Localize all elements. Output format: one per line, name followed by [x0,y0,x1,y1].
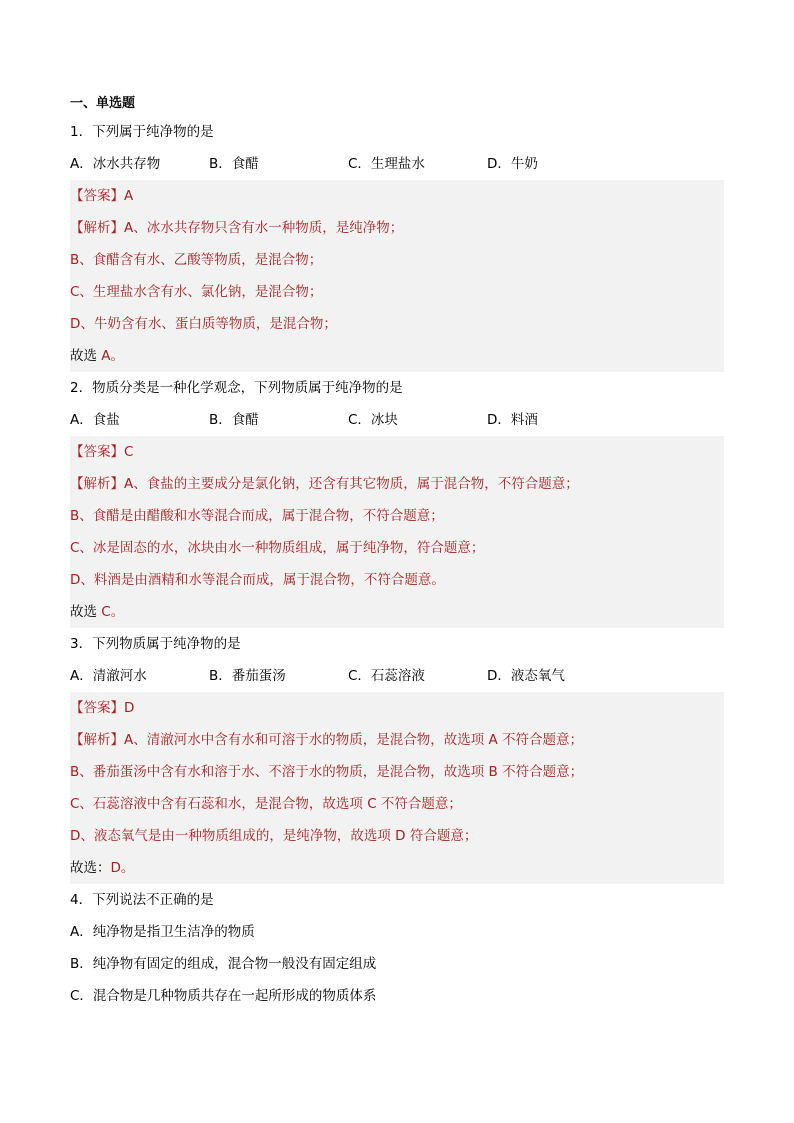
question-2 [70,372,724,628]
question-stem: 3．下列物质属于纯净物的是 [70,636,241,652]
analysis-label: 【解析】 [70,732,124,748]
analysis-line: C、冰是固态的水，冰块由水一种物质组成，属于纯净物，符合题意； [70,540,485,556]
option-d: D．料酒 [487,412,538,428]
solution-block [70,180,724,372]
option-b: B．食醋 [209,156,259,172]
conclusion-value: D。 [110,860,135,876]
analysis-line: C、石蕊溶液中含有石蕊和水，是混合物，故选项 C 不符合题意； [70,796,462,812]
question-4 [70,884,724,1012]
options-row [70,148,724,180]
analysis-text: A、冰水共存物只含有水一种物质，是纯净物； [124,220,404,236]
option-d: D．牛奶 [487,156,538,172]
question-stem: 1．下列属于纯净物的是 [70,124,214,140]
question-1 [70,116,724,372]
analysis-line: C、生理盐水含有水、氯化钠，是混合物； [70,284,323,300]
analysis-line: D、牛奶含有水、蛋白质等物质，是混合物； [70,316,337,332]
solution-block [70,692,724,884]
option-c: C．混合物是几种物质共存在一起所形成的物质体系 [70,988,377,1004]
option-d: D．液态氧气 [487,668,565,684]
analysis-label: 【解析】 [70,476,124,492]
answer-line: 【答案】C [70,444,134,460]
option-a: A．食盐 [70,412,120,428]
option-c: C．生理盐水 [348,156,425,172]
analysis-line: D、液态氧气是由一种物质组成的，是纯净物，故选项 D 符合题意； [70,828,478,844]
options-row [70,660,724,692]
option-b: B．番茄蛋汤 [209,668,286,684]
solution-block [70,436,724,628]
analysis-line: B、食醋是由醋酸和水等混合而成，属于混合物，不符合题意； [70,508,444,524]
answer-line: 【答案】D [70,700,135,716]
option-c: C．冰块 [348,412,398,428]
analysis-text: A、食盐的主要成分是氯化钠，还含有其它物质，属于混合物，不符合题意； [124,476,579,492]
analysis-label: 【解析】 [70,220,124,236]
question-3 [70,628,724,884]
analysis-line: B、番茄蛋汤中含有水和溶于水、不溶于水的物质，是混合物，故选项 B 不符合题意； [70,764,584,780]
analysis-line [70,212,724,244]
analysis-line: D、料酒是由酒精和水等混合而成，属于混合物，不符合题意。 [70,572,445,588]
question-stem: 2．物质分类是一种化学观念，下列物质属于纯净物的是 [70,380,403,396]
option-a: A．冰水共存物 [70,156,161,172]
conclusion-lead: 故选： [70,860,111,876]
conclusion-value: C。 [101,604,125,620]
section-title: 一、单选题 [70,96,136,111]
answer-line: 【答案】A [70,188,134,204]
option-a: A．清澈河水 [70,668,147,684]
conclusion-line [70,596,724,628]
analysis-text: A、清澈河水中含有水和可溶于水的物质，是混合物，故选项 A 不符合题意； [124,732,584,748]
analysis-line [70,468,724,500]
option-b: B．食醋 [209,412,259,428]
option-c: C．石蕊溶液 [348,668,425,684]
question-stem: 4．下列说法不正确的是 [70,892,214,908]
document-page [70,92,724,1012]
option-a: A．纯净物是指卫生洁净的物质 [70,924,255,940]
conclusion-line [70,340,724,372]
conclusion-value: A。 [101,348,125,364]
options-row [70,404,724,436]
conclusion-line [70,852,724,884]
analysis-line [70,724,724,756]
conclusion-lead: 故选 [70,604,102,620]
analysis-line: B、食醋含有水、乙酸等物质，是混合物； [70,252,323,268]
option-b: B．纯净物有固定的组成，混合物一般没有固定组成 [70,956,377,972]
conclusion-lead: 故选 [70,348,102,364]
